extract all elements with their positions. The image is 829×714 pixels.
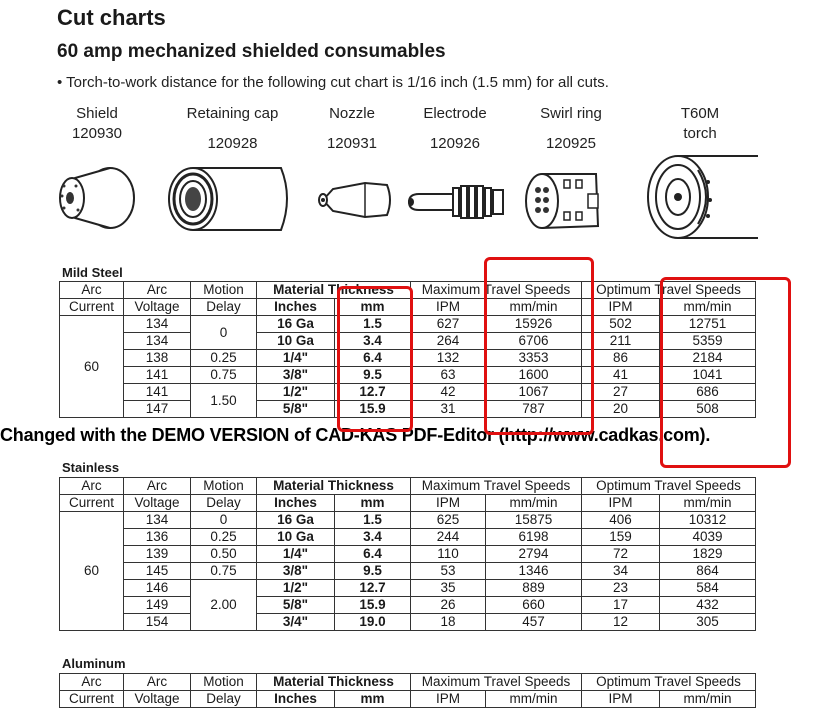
header-opt-speeds: Optimum Travel Speeds [582, 674, 756, 691]
header-mm-min: mm/min [660, 299, 756, 316]
thickness-mm-cell: 1.5 [335, 512, 411, 529]
highlight-box-mm [337, 286, 413, 432]
thickness-inches-cell: 5/8" [257, 401, 335, 418]
header-delay: Delay [191, 495, 257, 512]
opt-ipm-cell: 41 [582, 367, 660, 384]
part-electrode: Electrode 120926 [423, 105, 487, 152]
header-mm-min: mm/min [486, 691, 582, 708]
header-opt-speeds: Optimum Travel Speeds [582, 478, 756, 495]
opt-mm-min-cell: 584 [660, 580, 756, 597]
header-current: Current [60, 299, 124, 316]
thickness-mm-cell: 1.5 [335, 316, 411, 333]
header-voltage: Voltage [124, 495, 191, 512]
header-row [60, 495, 756, 512]
max-ipm-cell: 110 [411, 546, 486, 563]
opt-ipm-cell: 23 [582, 580, 660, 597]
thickness-mm-cell: 9.5 [335, 367, 411, 384]
header-voltage: Voltage [124, 691, 191, 708]
header-ipm: IPM [411, 299, 486, 316]
header-motion: Motion [191, 282, 257, 299]
table-row [60, 546, 756, 563]
header-max-speeds: Maximum Travel Speeds [411, 282, 582, 299]
max-ipm-cell: 264 [411, 333, 486, 350]
max-mm-min-cell: 1600 [486, 367, 582, 384]
max-mm-min-cell: 457 [486, 614, 582, 631]
thickness-inches-cell: 1/4" [257, 546, 335, 563]
opt-mm-min-cell: 10312 [660, 512, 756, 529]
opt-mm-min-cell: 2184 [660, 350, 756, 367]
thickness-inches-cell: 1/2" [257, 384, 335, 401]
thickness-inches-cell: 3/4" [257, 614, 335, 631]
header-mm-min: mm/min [660, 495, 756, 512]
header-inches: Inches [257, 691, 335, 708]
opt-ipm-cell: 406 [582, 512, 660, 529]
header-row [60, 691, 756, 708]
header-mm: mm [335, 691, 411, 708]
header-current: Current [60, 495, 124, 512]
opt-ipm-cell: 17 [582, 597, 660, 614]
opt-ipm-cell: 159 [582, 529, 660, 546]
opt-ipm-cell: 20 [582, 401, 660, 418]
thickness-inches-cell: 16 Ga [257, 316, 335, 333]
arc-voltage-cell: 146 [124, 580, 191, 597]
thickness-mm-cell: 19.0 [335, 614, 411, 631]
max-mm-min-cell: 889 [486, 580, 582, 597]
table-row [60, 597, 756, 614]
thickness-mm-cell: 15.9 [335, 401, 411, 418]
section-title-mild-steel: Mild Steel [62, 265, 123, 280]
opt-ipm-cell: 27 [582, 384, 660, 401]
arc-voltage-cell: 136 [124, 529, 191, 546]
thickness-mm-cell: 3.4 [335, 529, 411, 546]
shield-image [50, 160, 140, 235]
opt-mm-min-cell: 4039 [660, 529, 756, 546]
header-max-speeds: Maximum Travel Speeds [411, 478, 582, 495]
electrode-image [405, 180, 510, 225]
opt-mm-min-cell: 686 [660, 384, 756, 401]
motion-delay-cell: 0.75 [191, 563, 257, 580]
header-ipm: IPM [411, 691, 486, 708]
header-mm: mm [335, 299, 411, 316]
header-ipm: IPM [582, 691, 660, 708]
arc-voltage-cell: 141 [124, 384, 191, 401]
part-torch: T60M torch [680, 105, 720, 142]
demo-watermark: Changed with the DEMO VERSION of CAD-KAS PDF-Editor (http://www.cadkas.com). [0, 425, 711, 445]
header-current: Current [60, 691, 124, 708]
max-mm-min-cell: 6198 [486, 529, 582, 546]
opt-ipm-cell: 502 [582, 316, 660, 333]
max-mm-min-cell: 15926 [486, 316, 582, 333]
thickness-mm-cell: 6.4 [335, 350, 411, 367]
header-opt-speeds: Optimum Travel Speeds [582, 282, 756, 299]
max-mm-min-cell: 15875 [486, 512, 582, 529]
thickness-mm-cell: 3.4 [335, 333, 411, 350]
retaining-cap-image [163, 162, 298, 237]
header-material-thickness: Material Thickness [257, 674, 411, 691]
motion-delay-cell: 0.75 [191, 367, 257, 384]
highlight-box-opt-speed [660, 277, 791, 468]
header-motion: Motion [191, 478, 257, 495]
header-mm-min: mm/min [486, 495, 582, 512]
swirl-ring-image [518, 168, 613, 233]
max-mm-min-cell: 1067 [486, 384, 582, 401]
motion-delay-cell: 0 [191, 512, 257, 529]
opt-ipm-cell: 72 [582, 546, 660, 563]
motion-delay-cell: 0.25 [191, 350, 257, 367]
max-ipm-cell: 35 [411, 580, 486, 597]
max-mm-min-cell: 2794 [486, 546, 582, 563]
table-row [60, 512, 756, 529]
thickness-mm-cell: 12.7 [335, 384, 411, 401]
max-ipm-cell: 244 [411, 529, 486, 546]
header-row [60, 478, 756, 495]
header-delay: Delay [191, 299, 257, 316]
header-arc: Arc [124, 282, 191, 299]
header-mm-min: mm/min [486, 299, 582, 316]
table-row [60, 563, 756, 580]
header-material-thickness: Material Thickness [257, 282, 411, 299]
header-arc: Arc [60, 674, 124, 691]
header-arc: Arc [124, 674, 191, 691]
header-inches: Inches [257, 299, 335, 316]
arc-voltage-cell: 138 [124, 350, 191, 367]
header-voltage: Voltage [124, 299, 191, 316]
max-ipm-cell: 53 [411, 563, 486, 580]
arc-voltage-cell: 139 [124, 546, 191, 563]
max-ipm-cell: 63 [411, 367, 486, 384]
header-material-thickness: Material Thickness [257, 478, 411, 495]
motion-delay-cell: 1.50 [191, 384, 257, 418]
header-mm: mm [335, 495, 411, 512]
table-row [60, 614, 756, 631]
thickness-mm-cell: 6.4 [335, 546, 411, 563]
header-delay: Delay [191, 691, 257, 708]
max-mm-min-cell: 787 [486, 401, 582, 418]
part-swirl-ring: Swirl ring 120925 [540, 105, 602, 152]
header-arc: Arc [124, 478, 191, 495]
header-motion: Motion [191, 674, 257, 691]
thickness-inches-cell: 5/8" [257, 597, 335, 614]
thickness-inches-cell: 3/8" [257, 367, 335, 384]
page-title: Cut charts [57, 5, 166, 30]
motion-delay-cell: 0 [191, 316, 257, 350]
arc-voltage-cell: 149 [124, 597, 191, 614]
opt-ipm-cell: 211 [582, 333, 660, 350]
arc-voltage-cell: 134 [124, 316, 191, 333]
thickness-inches-cell: 16 Ga [257, 512, 335, 529]
max-ipm-cell: 26 [411, 597, 486, 614]
opt-mm-min-cell: 1041 [660, 367, 756, 384]
max-ipm-cell: 625 [411, 512, 486, 529]
thickness-mm-cell: 9.5 [335, 563, 411, 580]
opt-mm-min-cell: 305 [660, 614, 756, 631]
max-ipm-cell: 42 [411, 384, 486, 401]
opt-ipm-cell: 86 [582, 350, 660, 367]
header-arc: Arc [60, 478, 124, 495]
max-mm-min-cell: 1346 [486, 563, 582, 580]
header-arc: Arc [60, 282, 124, 299]
arc-voltage-cell: 134 [124, 512, 191, 529]
max-mm-min-cell: 3353 [486, 350, 582, 367]
header-ipm: IPM [411, 495, 486, 512]
thickness-inches-cell: 1/4" [257, 350, 335, 367]
opt-ipm-cell: 12 [582, 614, 660, 631]
max-mm-min-cell: 6706 [486, 333, 582, 350]
header-ipm: IPM [582, 495, 660, 512]
arc-current-cell: 60 [60, 316, 124, 418]
part-nozzle: Nozzle 120931 [326, 105, 378, 152]
opt-mm-min-cell: 5359 [660, 333, 756, 350]
header-mm-min: mm/min [660, 691, 756, 708]
arc-voltage-cell: 147 [124, 401, 191, 418]
motion-delay-cell: 2.00 [191, 580, 257, 631]
max-ipm-cell: 627 [411, 316, 486, 333]
thickness-inches-cell: 3/8" [257, 563, 335, 580]
max-ipm-cell: 132 [411, 350, 486, 367]
thickness-inches-cell: 1/2" [257, 580, 335, 597]
arc-voltage-cell: 154 [124, 614, 191, 631]
max-ipm-cell: 31 [411, 401, 486, 418]
arc-current-cell: 60 [60, 512, 124, 631]
highlight-box-max-speed [484, 257, 594, 435]
arc-voltage-cell: 141 [124, 367, 191, 384]
torch-distance-note: • Torch-to-work distance for the following cut chart is 1/16 inch (1.5 mm) for all cuts. [57, 74, 609, 91]
opt-mm-min-cell: 508 [660, 401, 756, 418]
nozzle-image [315, 175, 395, 225]
part-shield: Shield 120930 [71, 105, 123, 142]
thickness-mm-cell: 15.9 [335, 597, 411, 614]
max-mm-min-cell: 660 [486, 597, 582, 614]
opt-ipm-cell: 34 [582, 563, 660, 580]
max-ipm-cell: 18 [411, 614, 486, 631]
opt-mm-min-cell: 12751 [660, 316, 756, 333]
thickness-mm-cell: 12.7 [335, 580, 411, 597]
opt-mm-min-cell: 864 [660, 563, 756, 580]
opt-mm-min-cell: 432 [660, 597, 756, 614]
header-ipm: IPM [582, 299, 660, 316]
opt-mm-min-cell: 1829 [660, 546, 756, 563]
torch-image [638, 150, 760, 245]
thickness-inches-cell: 10 Ga [257, 333, 335, 350]
aluminum-table [59, 673, 756, 708]
table-row [60, 580, 756, 597]
stainless-table [59, 477, 756, 631]
motion-delay-cell: 0.50 [191, 546, 257, 563]
motion-delay-cell: 0.25 [191, 529, 257, 546]
section-title-aluminum: Aluminum [62, 656, 126, 671]
page-subtitle: 60 amp mechanized shielded consumables [57, 41, 446, 62]
part-retaining-cap: Retaining cap 120928 [186, 105, 279, 152]
header-row [60, 674, 756, 691]
thickness-inches-cell: 10 Ga [257, 529, 335, 546]
table-row [60, 529, 756, 546]
header-max-speeds: Maximum Travel Speeds [411, 674, 582, 691]
arc-voltage-cell: 145 [124, 563, 191, 580]
arc-voltage-cell: 134 [124, 333, 191, 350]
section-title-stainless: Stainless [62, 460, 120, 475]
header-inches: Inches [257, 495, 335, 512]
